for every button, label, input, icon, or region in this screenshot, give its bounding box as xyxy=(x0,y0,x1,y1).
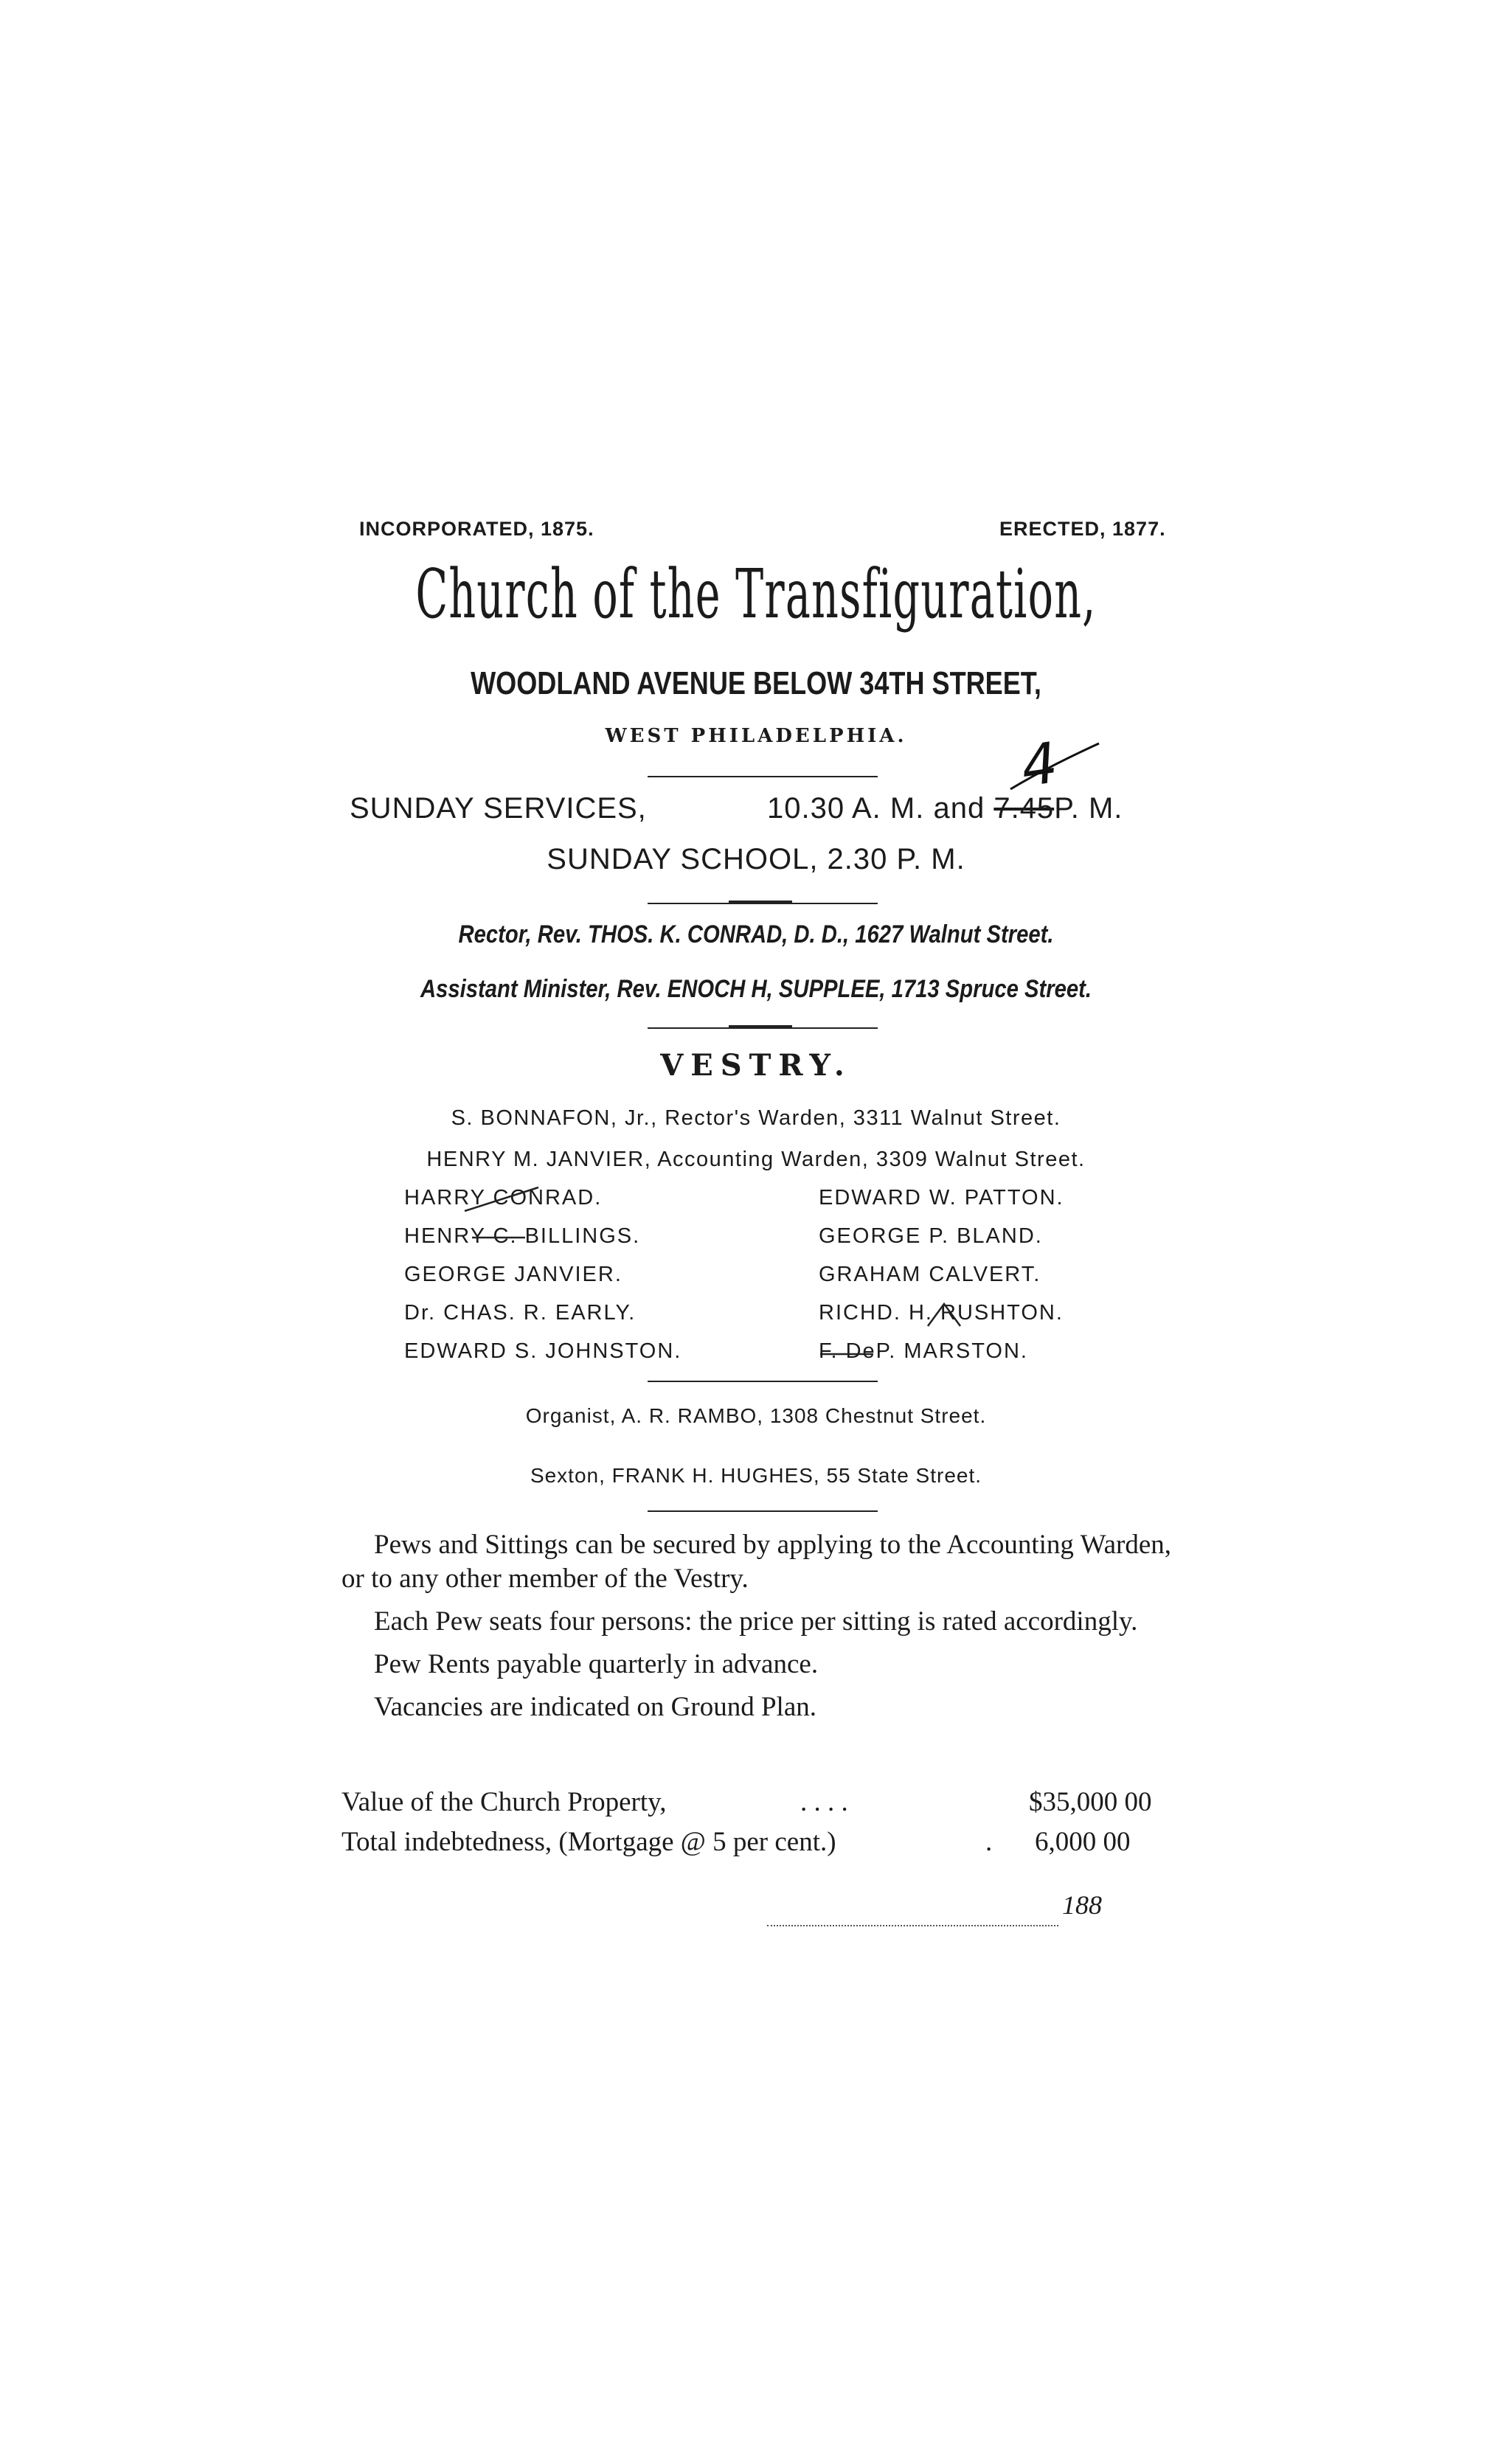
notice-block xyxy=(341,1528,1171,1724)
sunday-school: SUNDAY SCHOOL, 2.30 P. M. xyxy=(547,843,965,875)
services-times-suffix: P. M. xyxy=(1054,792,1123,825)
vestry-member: GEORGE JANVIER. xyxy=(404,1263,623,1286)
church-address: WOODLAND AVENUE BELOW 34TH STREET, xyxy=(471,665,1041,701)
handwritten-strike-mark xyxy=(922,1300,966,1329)
church-title: Church of the Transfiguration, xyxy=(415,555,1097,634)
vestry-member: EDWARD S. JOHNSTON. xyxy=(404,1339,682,1363)
date-fill-line xyxy=(767,1907,1058,1926)
vestry-member: F. DeP. MARSTON. xyxy=(819,1339,1028,1363)
incorporated-date: INCORPORATED, 1875. xyxy=(359,518,594,540)
handwritten-stroke-mark xyxy=(1003,738,1106,797)
notice-pew-seats: Each Pew seats four persons: the price per sitting is rated accordingly. xyxy=(374,1606,1138,1637)
erected-date: ERECTED, 1877. xyxy=(999,518,1166,540)
indebtedness-label: Total indebtedness, (Mortgage @ 5 per cent.) xyxy=(341,1827,836,1857)
divider-ornament xyxy=(729,901,792,904)
vestry-member: HARRY CONRAD. xyxy=(404,1186,603,1210)
divider-rule xyxy=(648,776,878,777)
organist-line: Organist, A. R. RAMBO, 1308 Chestnut Street. xyxy=(525,1404,987,1427)
divider-rule xyxy=(648,1381,878,1382)
date-year-prefix: 188 xyxy=(1062,1890,1102,1920)
notice-vacancies: Vacancies are indicated on Ground Plan. xyxy=(374,1692,817,1722)
vestry-member: Dr. CHAS. R. EARLY. xyxy=(404,1301,637,1325)
indebtedness-amount: 6,000 00 xyxy=(1035,1827,1131,1857)
services-times-prefix: 10.30 A. M. and xyxy=(767,792,985,825)
handwritten-time-correction: 4 xyxy=(1017,729,1062,799)
church-city: WEST PHILADELPHIA. xyxy=(605,725,907,747)
divider-ornament xyxy=(729,1025,792,1029)
vestry-member: HENRY C. BILLINGS. xyxy=(404,1224,641,1248)
property-value-amount: $35,000 00 xyxy=(1029,1787,1152,1817)
sunday-services-times xyxy=(767,792,1123,825)
property-value-label: Value of the Church Property, xyxy=(341,1787,667,1817)
vestry-member: RICHD. H. RUSHTON. xyxy=(819,1301,1064,1325)
sexton-line: Sexton, FRANK H. HUGHES, 55 State Street. xyxy=(530,1464,982,1487)
handwritten-strike-mark xyxy=(469,1227,528,1249)
notice-pew-rents: Pew Rents payable quarterly in advance. xyxy=(374,1649,819,1679)
handwritten-strike-mark xyxy=(817,1339,876,1369)
vestry-heading: VESTRY. xyxy=(660,1048,852,1083)
vestry-member: GEORGE P. BLAND. xyxy=(819,1224,1043,1248)
assistant-minister-line: Assistant Minister, Rev. ENOCH H, SUPPLEE, 1713 Spruce Street. xyxy=(420,975,1092,1003)
struck-time: 7.45 xyxy=(993,792,1055,825)
handwritten-strike-mark xyxy=(457,1184,546,1214)
sunday-services-label: SUNDAY SERVICES, xyxy=(350,792,647,825)
accounting-warden: HENRY M. JANVIER, Accounting Warden, 3309 Walnut Street. xyxy=(426,1148,1086,1171)
divider-rule xyxy=(648,1510,878,1512)
notice-pews-sittings: Pews and Sittings can be secured by applying to the Accounting Warden, or to any other member of the Vestry. xyxy=(341,1530,1171,1594)
vestry-member: EDWARD W. PATTON. xyxy=(819,1186,1064,1210)
property-value-dots: . . . . xyxy=(800,1787,848,1817)
indebtedness-dots: . xyxy=(985,1827,993,1857)
rectors-warden: S. BONNAFON, Jr., Rector's Warden, 3311 Walnut Street. xyxy=(451,1106,1061,1130)
vestry-member: GRAHAM CALVERT. xyxy=(819,1263,1041,1286)
rector-line: Rector, Rev. THOS. K. CONRAD, D. D., 1627 Walnut Street. xyxy=(458,920,1054,948)
